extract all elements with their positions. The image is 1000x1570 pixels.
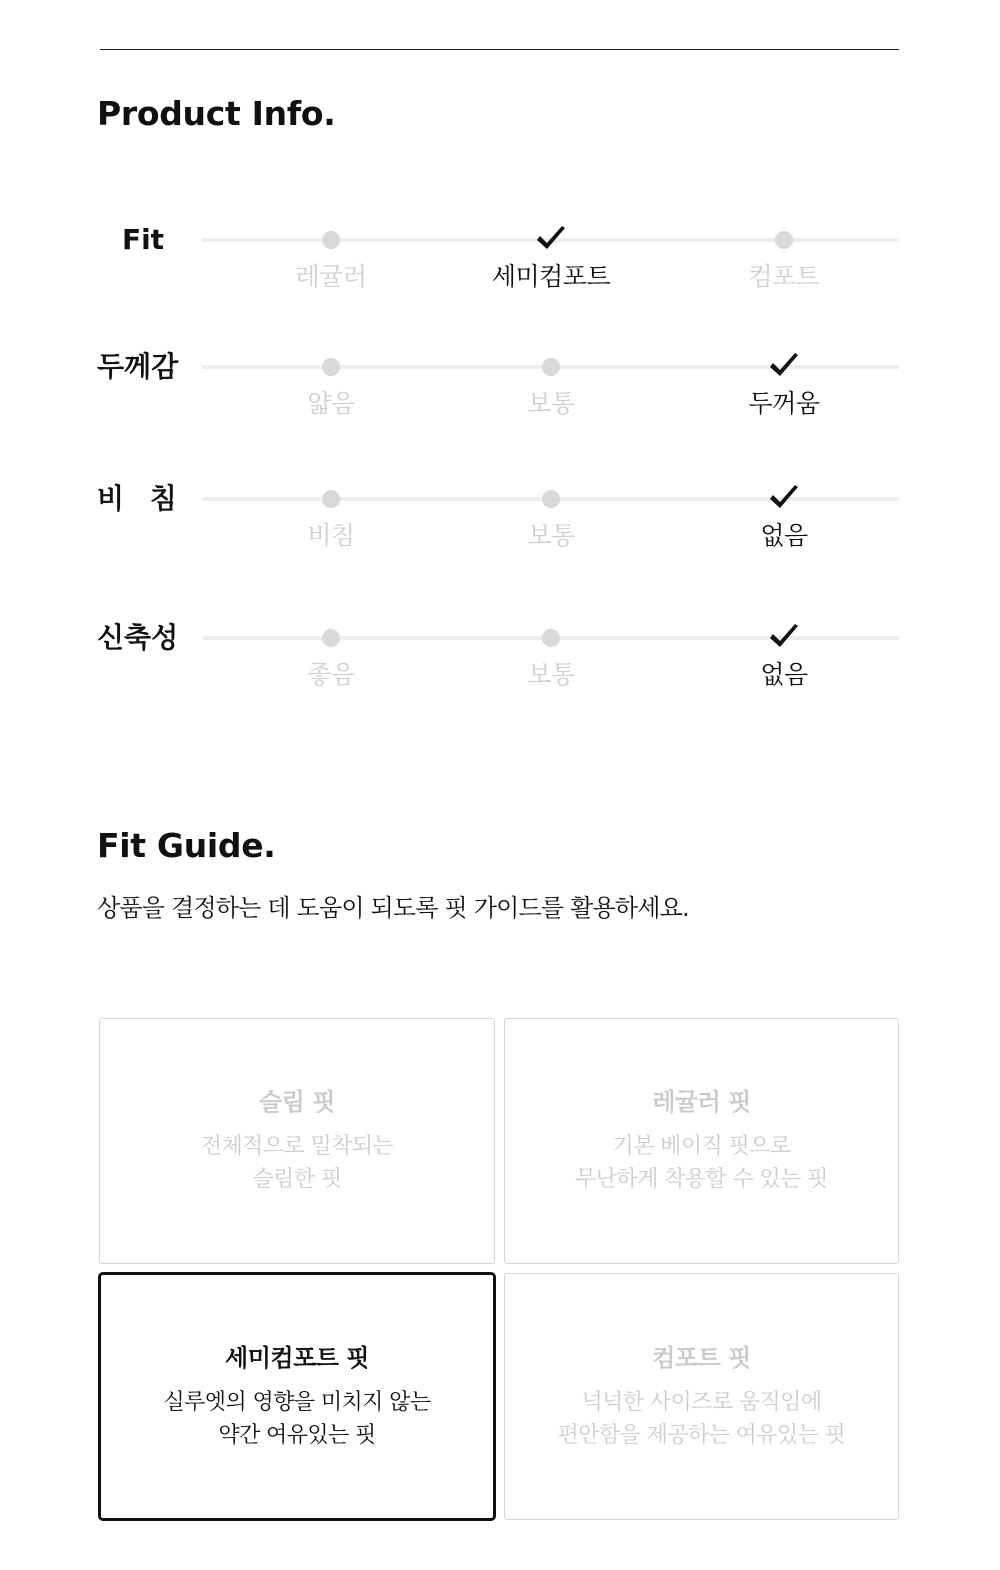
option-label: 보통 bbox=[527, 660, 575, 689]
attribute-row-fit bbox=[0, 223, 1000, 330]
fit-card-description-line: 슬림한 핏 bbox=[252, 1167, 342, 1192]
attribute-label: 비 침 bbox=[97, 482, 185, 515]
fit-card-description bbox=[100, 1130, 494, 1196]
fit-card-regular[interactable] bbox=[504, 1018, 899, 1264]
dot-icon bbox=[322, 490, 340, 508]
fit-card-slim[interactable] bbox=[99, 1018, 495, 1264]
fit-card-title: 세미컴포트 핏 bbox=[225, 1343, 369, 1372]
attribute-row-sheerness bbox=[0, 482, 1000, 589]
fit-card-description-line: 무난하게 착용할 수 있는 핏 bbox=[575, 1167, 828, 1192]
checkmark-icon bbox=[535, 225, 567, 253]
checkmark-icon bbox=[768, 352, 800, 380]
dot-icon bbox=[542, 490, 560, 508]
fit-card-description bbox=[505, 1130, 898, 1196]
checkmark-icon bbox=[768, 623, 800, 651]
attribute-label: 두께감 bbox=[97, 350, 179, 383]
option-label: 비침 bbox=[307, 521, 355, 550]
fit-card-description-line: 기본 베이직 핏으로 bbox=[612, 1134, 791, 1159]
fit-card-description-line: 실루엣의 영향을 미치지 않는 bbox=[163, 1389, 431, 1415]
option-label: 없음 bbox=[760, 660, 808, 689]
option-label: 없음 bbox=[760, 521, 808, 550]
fit-card-description bbox=[101, 1386, 493, 1452]
attribute-label: 신축성 bbox=[97, 621, 179, 654]
fit-card-description-line: 약간 여유있는 핏 bbox=[218, 1422, 376, 1448]
option-label: 세미컴포트 bbox=[491, 262, 611, 291]
attribute-row-stretch bbox=[0, 621, 1000, 728]
option-label: 보통 bbox=[527, 521, 575, 550]
option-label: 얇음 bbox=[307, 389, 355, 418]
product-info-title: Product Info. bbox=[97, 94, 336, 133]
fit-card-title: 레귤러 핏 bbox=[652, 1088, 751, 1116]
fit-card-comfort[interactable] bbox=[504, 1273, 899, 1520]
fit-guide-title: Fit Guide. bbox=[97, 826, 276, 865]
dot-icon bbox=[542, 358, 560, 376]
dot-icon bbox=[775, 231, 793, 249]
top-divider bbox=[100, 49, 899, 50]
fit-card-description bbox=[505, 1386, 898, 1452]
fit-card-title: 슬림 핏 bbox=[259, 1088, 335, 1116]
checkmark-icon bbox=[768, 484, 800, 512]
fit-card-title: 컴포트 핏 bbox=[652, 1343, 751, 1372]
option-label: 컴포트 bbox=[748, 262, 820, 291]
option-label: 레귤러 bbox=[295, 262, 367, 291]
option-label: 두꺼움 bbox=[748, 389, 820, 418]
dot-icon bbox=[542, 629, 560, 647]
option-label: 보통 bbox=[527, 389, 575, 418]
dot-icon bbox=[322, 358, 340, 376]
dot-icon bbox=[322, 231, 340, 249]
fit-card-description-line: 편안함을 제공하는 여유있는 핏 bbox=[557, 1422, 846, 1448]
fit-card-semi-comfort[interactable] bbox=[98, 1272, 496, 1521]
attribute-label: Fit bbox=[121, 223, 165, 256]
attribute-row-thickness bbox=[0, 350, 1000, 457]
dot-icon bbox=[322, 629, 340, 647]
fit-guide-subtitle: 상품을 결정하는 데 도움이 되도록 핏 가이드를 활용하세요. bbox=[97, 894, 689, 922]
fit-card-description-line: 넉넉한 사이즈로 움직임에 bbox=[581, 1389, 822, 1415]
option-label: 좋음 bbox=[307, 660, 355, 689]
fit-card-description-line: 전체적으로 밀착되는 bbox=[200, 1134, 394, 1159]
